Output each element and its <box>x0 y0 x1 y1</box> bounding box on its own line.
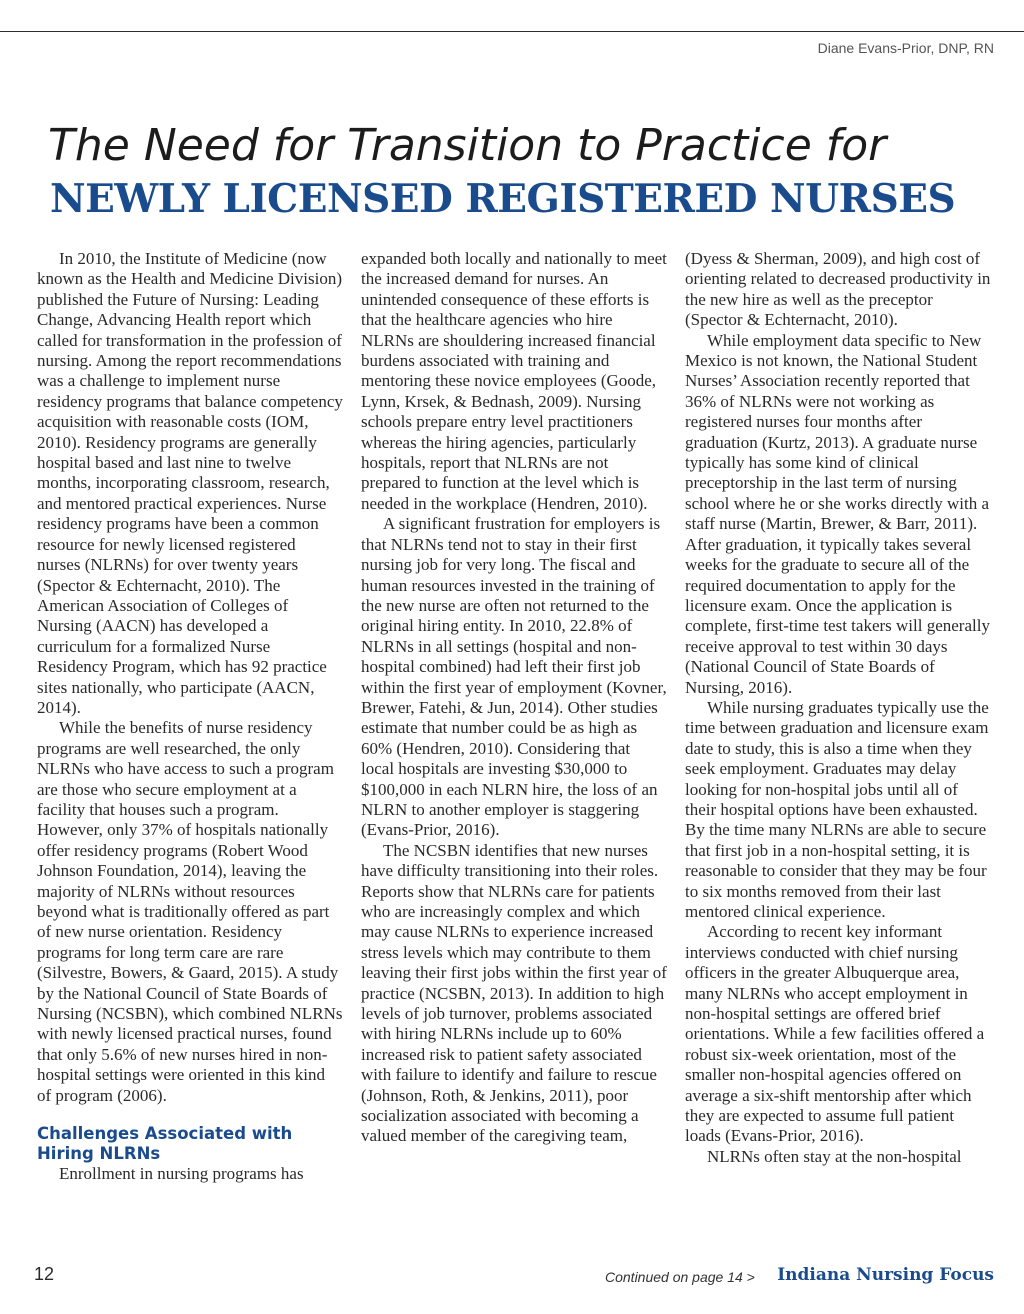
article-title-line1: The Need for Transition to Practice for <box>48 120 887 171</box>
paragraph: While the benefits of nurse residency programs are well researched, the only NLRNs who have access to such a program are those who secure employment at a facility that houses such a program. However, only 37% of hospitals nationally offer residency programs (Robert Wood Johnson Foundation, 2014), leaving the majority of NLRNs without resources beyond what is traditionally offered as part of new nurse orientation. Residency programs for long term care are rare (Silvestre, Bowers, & Gaard, 2015). A study by the National Council of State Boards of Nursing (NCSBN), which combined NLRNs with newly licensed practical nurses, found that only 5.6% of new nurses hired in non-hospital settings were oriented in this kind of program (2006). <box>37 718 343 1105</box>
top-rule <box>0 31 1024 32</box>
section-subheading: Challenges Associated with Hiring NLRNs <box>37 1124 293 1164</box>
paragraph: (Dyess & Sherman, 2009), and high cost of orienting related to decreased productivity in the new hire as well as the preceptor (Spector & Echternacht, 2010). <box>685 249 991 330</box>
paragraph: While nursing graduates typically use the time between graduation and licensure exam date to study, this is also a time when they seek employment. Graduates may delay looking for non-hospital jobs until all of their hospital options have been exhausted. By the time many NLRNs are able to secure that first job in a non-hospital setting, it is reasonable to consider that they may be four to six months removed from their last mentored clinical experience. <box>685 697 989 921</box>
paragraph: While employment data specific to New Mexico is not known, the National Student Nurses’ Association recently reported that 36% of NLRNs were not working as registered nurses four months after graduation (Kurtz, 2013). A graduate nurse typically has some kind of clinical preceptorship in the last term of nursing school where he or she works directly with a staff nurse (Martin, Brewer, & Barr, 2011). After graduation, it typically takes several weeks for the graduate to secure all of the required documentation to apply for the licensure exam. Once the application is complete, first-time test takers will generally receive approval to test within 30 days (National Council of State Boards of Nursing, 2016). <box>685 330 990 697</box>
paragraph: According to recent key informant interviews conducted with chief nursing officers in the greater Albuquerque area, many NLRNs who accept employment in non-hospital settings are offered brief orientations. While a few facilities offered a robust six-week orientation, most of the smaller non-hospital agencies offered on average a six-shift mentorship after which they are expected to assume full patient loads (Evans-Prior, 2016). <box>685 922 985 1146</box>
paragraph: expanded both locally and nationally to meet the increased demand for nurses. An unintended consequence of these efforts is that the healthcare agencies who hire NLRNs are shouldering increased financial burdens associated with training and mentoring these novice employees (Goode, Lynn, Krsek, & Bednash, 2009). Nursing schools prepare entry level practitioners whereas the hiring agencies, particularly hospitals, report that NLRNs are not prepared to function at the level which is needed in the workplace (Hendren, 2010). <box>361 249 667 513</box>
paragraph: Enrollment in nursing programs has <box>59 1164 304 1184</box>
text-column-2 <box>361 249 667 1229</box>
continued-link[interactable]: Continued on page 14 > <box>605 1269 755 1285</box>
paragraph: NLRNs often stay at the non-hospital <box>707 1146 962 1166</box>
text-column-1 <box>37 249 343 1229</box>
text-column-3 <box>685 249 991 1229</box>
paragraph: A significant frustration for employers is that NLRNs tend not to stay in their first nursing job for very long. The fiscal and human resources invested in the training of the new nurse are often not returned to the original hiring entity. In 2010, 22.8% of NLRNs in all settings (hospital and non-hospital combined) had left their first job within the first year of employment (Kovner, Brewer, Fatehi, & Jun, 2014). Other studies estimate that number could be as high as 60% (Hendren, 2010). Considering that local hospitals are investing $30,000 to $100,000 in each NLRN hire, the loss of an NLRN to another employer is staggering (Evans-Prior, 2016). <box>361 514 667 840</box>
paragraph: In 2010, the Institute of Medicine (now known as the Health and Medicine Division) published the Future of Nursing: Leading Change, Advancing Health report which called for transformation in the profession of nursing. Among the report recommendations was a challenge to implement nurse residency programs that balance competency acquisition with reasonable costs (IOM, 2010). Residency programs are generally hospital based and last nine to twelve months, incorporating classroom, research, and mentored practical experiences. Nurse residency programs have been a common resource for newly licensed registered nurses (NLRNs) for over twenty years (Spector & Echternacht, 2010). The American Association of Colleges of Nursing (AACN) has developed a curriculum for a formalized Nurse Residency Program, which has 92 practice sites nationally, who participate (AACN, 2014). <box>37 249 343 717</box>
publication-name: Indiana Nursing Focus <box>777 1265 994 1285</box>
paragraph: The NCSBN identifies that new nurses have difficulty transitioning into their roles. Reports show that NLRNs care for patients who are increasingly complex and which may cause NLRNs to experience increased stress levels which may contribute to them leaving their first jobs within the first year of practice (NCSBN, 2013). In addition to high levels of job turnover, problems associated with hiring NLRNs include up to 60% increased risk to patient safety associated with failure to identify and failure to rescue (Johnson, Roth, & Jenkins, 2011), poor socialization associated with becoming a valued member of the caregiving team, <box>361 840 667 1146</box>
author-byline: Diane Evans-Prior, DNP, RN <box>817 40 994 56</box>
page-number: 12 <box>34 1264 55 1284</box>
article-title-line2: NEWLY LICENSED REGISTERED NURSES <box>50 176 956 222</box>
